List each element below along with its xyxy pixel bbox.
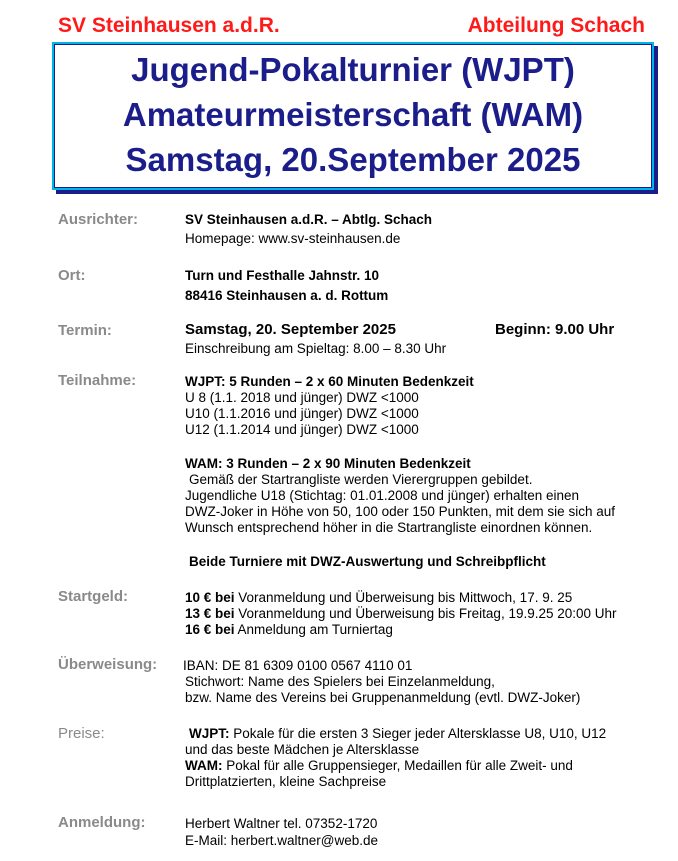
- prize-wam-key: WAM:: [185, 758, 223, 773]
- wam-heading: WAM: 3 Runden – 2 x 90 Minuten Bedenkzeit: [185, 456, 471, 471]
- venue-line-2: 88416 Steinhausen a. d. Rottum: [185, 288, 389, 303]
- organizer-name: SV Steinhausen a.d.R. – Abtlg. Schach: [185, 212, 433, 227]
- fee-text: Voranmeldung und Überweisung bis Mittwoch, 17. 9. 25: [234, 590, 573, 605]
- prize-wam: [185, 758, 573, 774]
- department-name: Abteilung Schach: [467, 14, 645, 37]
- label-startgeld: Startgeld:: [58, 588, 129, 605]
- fee-amount: 13 € bei: [185, 606, 235, 621]
- fee-text: Anmeldung am Turniertag: [234, 622, 393, 637]
- fee-row: [185, 606, 617, 622]
- fee-amount: 10 € bei: [185, 590, 235, 605]
- transfer-reference-2: bzw. Name des Vereins bei Gruppenanmeldung (evtl. DWZ-Joker): [185, 690, 581, 705]
- homepage-link[interactable]: Homepage: www.sv-steinhausen.de: [185, 231, 401, 246]
- prize-wjpt-text: Pokale für die ersten 3 Sieger jeder Altersklasse U8, U10, U12: [229, 726, 607, 741]
- event-date: Samstag, 20. September 2025: [185, 321, 396, 338]
- club-name: SV Steinhausen a.d.R.: [58, 14, 280, 37]
- prize-wam-text: Pokal für alle Gruppensieger, Medaillen für alle Zweit- und: [222, 758, 573, 773]
- rating-note: Beide Turniere mit DWZ-Auswertung und Schreibpflicht: [189, 554, 546, 569]
- wam-line-3: DWZ-Joker in Höhe von 50, 100 oder 150 Punkten, mit dem sie sich auf: [185, 504, 615, 519]
- wjpt-age-u12: U12 (1.1.2014 und jünger) DWZ <1000: [185, 422, 419, 437]
- wam-line-4: Wunsch entsprechend höher in die Startrangliste einordnen können.: [185, 520, 593, 535]
- title-line-1: Jugend-Pokalturnier (WJPT): [131, 51, 575, 88]
- label-anmeldung: Anmeldung:: [58, 814, 146, 831]
- venue-line-1: Turn und Festhalle Jahnstr. 10: [185, 268, 380, 283]
- wam-line-1: Gemäß der Startrangliste werden Vierergruppen gebildet.: [189, 472, 533, 487]
- prize-wam-line-2: Drittplatzierten, kleine Sachpreise: [185, 774, 387, 789]
- fee-text: Voranmeldung und Überweisung bis Freitag, 19.9.25 20:00 Uhr: [234, 606, 617, 621]
- wjpt-age-u8: U 8 (1.1. 2018 und jünger) DWZ <1000: [185, 390, 419, 405]
- fee-amount: 16 € bei: [185, 622, 235, 637]
- start-time: Beginn: 9.00 Uhr: [495, 321, 615, 338]
- prize-wjpt-key: WJPT:: [189, 726, 230, 741]
- wam-line-2: Jugendliche U18 (Stichtag: 01.01.2008 und jünger) erhalten einen: [185, 488, 580, 503]
- label-teilnahme: Teilnahme:: [58, 372, 137, 389]
- title-box: [54, 44, 652, 188]
- label-ueberweisung: Überweisung:: [58, 656, 158, 673]
- label-ausrichter: Ausrichter:: [58, 211, 139, 228]
- contact-person: Herbert Waltner tel. 07352-1720: [185, 816, 378, 831]
- transfer-reference-1: Stichwort: Name des Spielers bei Einzelanmeldung,: [185, 674, 495, 689]
- wjpt-heading: WJPT: 5 Runden – 2 x 60 Minuten Bedenkzeit: [185, 374, 474, 389]
- registration-time: Einschreibung am Spieltag: 8.00 – 8.30 Uhr: [185, 341, 447, 356]
- wjpt-age-u10: U10 (1.1.2016 und jünger) DWZ <1000: [185, 406, 419, 421]
- label-preise: Preise:: [58, 725, 105, 742]
- label-termin: Termin:: [58, 322, 112, 339]
- label-ort: Ort:: [58, 267, 86, 284]
- title-line-3: Samstag, 20.September 2025: [125, 141, 581, 178]
- title-line-2: Amateurmeisterschaft (WAM): [122, 96, 584, 133]
- iban: IBAN: DE 81 6309 0100 0567 4110 01: [183, 658, 413, 673]
- prize-wjpt-line-2: und das beste Mädchen je Altersklasse: [185, 742, 420, 757]
- fee-row: [185, 590, 572, 606]
- prize-wjpt: [189, 726, 606, 742]
- contact-email[interactable]: E-Mail: herbert.waltner@web.de: [185, 833, 379, 848]
- fee-row: [185, 622, 393, 638]
